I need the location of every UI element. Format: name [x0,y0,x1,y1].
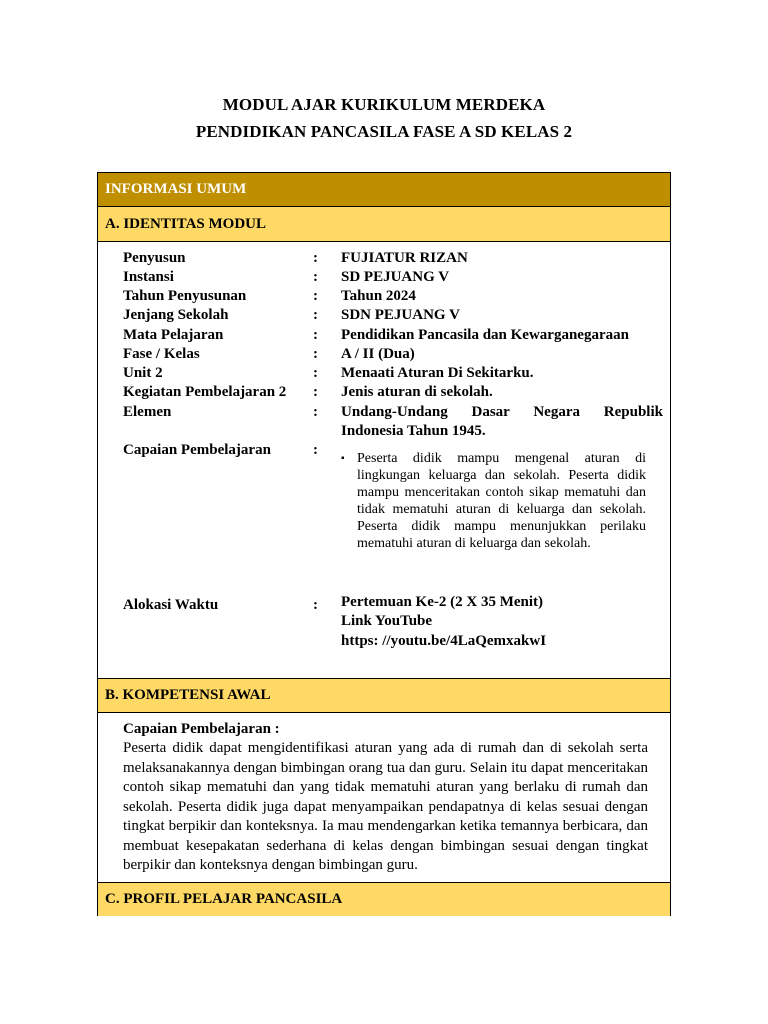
list-item [341,450,646,552]
colon: : [313,597,318,613]
value-kegiatan-pembelajaran: Jenis aturan di sekolah. [341,384,493,400]
informasi-umum-header: INFORMASI UMUM [98,173,670,207]
value-mata-pelajaran: Pendidikan Pancasila dan Kewarganegaraan [341,327,629,343]
value-alokasi-link-label: Link YouTube [341,613,433,629]
capaian-list [341,450,646,552]
value-elemen [341,403,663,441]
colon: : [313,404,318,420]
value-tahun-penyusunan: Tahun 2024 [341,288,416,304]
colon: : [313,288,318,304]
kompetensi-body: Peserta didik dapat mengidentifikasi aturan yang ada di rumah dan di sekolah serta melaksanakannya dengan bimbingan orang tua dan guru. Selain itu dapat menceritakan contoh sikap mematuhi dan yang tidak mematuhi aturan yang berlaku di rumah dan sekolah. Peserta didik juga dapat menyampaikan pendapatnya di kelas sesuai dengan tingkat berpikir dan konteksnya. Ia mau mendengarkan ketika temannya berbicara, dan membuat kesepakatan sederhana di kelas dengan bimbingan sesuai dengan tingkat berpikir dan konteksnya dengan bimbingan guru. [123,740,648,873]
label-capaian-pembelajaran: Capaian Pembelajaran [123,442,271,458]
youtube-link[interactable]: https: //youtu.be/4LaQemxakwI [341,633,547,649]
label-jenjang-sekolah: Jenjang Sekolah [123,307,229,323]
label-mata-pelajaran: Mata Pelajaran [123,327,224,343]
colon: : [313,307,318,323]
label-instansi: Instansi [123,269,174,285]
colon: : [313,269,318,285]
value-elemen-line1: Undang-Undang Dasar Negara Republik [341,404,663,420]
kompetensi-subheading: Capaian Pembelajaran : [123,721,280,737]
profil-pelajar-header: C. PROFIL PELAJAR PANCASILA [98,882,670,916]
colon: : [313,250,318,266]
value-fase-kelas: A / II (Dua) [341,346,415,362]
capaian-text: Peserta didik mampu mengenal aturan di lingkungan keluarga dan sekolah. Peserta didik mampu menceritakan contoh sikap mematuhi dan tidak mematuhi aturan di keluarga dan sekolah. Peserta didik mampu menunjukkan perilaku mematuhi aturan di keluarga dan sekolah. [357,451,646,551]
colon: : [313,346,318,362]
label-penyusun: Penyusun [123,250,186,266]
label-tahun-penyusunan: Tahun Penyusunan [123,288,247,304]
label-unit: Unit 2 [123,365,163,381]
document-subtitle: PENDIDIKAN PANCASILA FASE A SD KELAS 2 [195,122,573,141]
identitas-modul-header: A. IDENTITAS MODUL [98,207,670,242]
value-jenjang-sekolah: SDN PEJUANG V [341,307,460,323]
label-alokasi-waktu: Alokasi Waktu [123,597,219,613]
colon: : [313,327,318,343]
value-instansi: SD PEJUANG V [341,269,450,285]
colon: : [313,442,318,458]
value-alokasi-pertemuan: Pertemuan Ke-2 (2 X 35 Menit) [341,594,544,610]
value-penyusun: FUJIATUR RIZAN [341,250,468,266]
document-title: MODUL AJAR KURIKULUM MERDEKA [222,95,546,114]
value-unit: Menaati Aturan Di Sekitarku. [341,365,534,381]
label-fase-kelas: Fase / Kelas [123,346,200,362]
label-kegiatan-pembelajaran: Kegiatan Pembelajaran 2 [123,384,287,400]
colon: : [313,365,318,381]
value-elemen-line2: Indonesia Tahun 1945. [341,423,486,439]
colon: : [313,384,318,400]
module-table [97,172,671,916]
kompetensi-awal-header: B. KOMPETENSI AWAL [98,678,670,713]
label-elemen: Elemen [123,404,172,420]
square-bullet-icon: ▪ [341,453,345,464]
